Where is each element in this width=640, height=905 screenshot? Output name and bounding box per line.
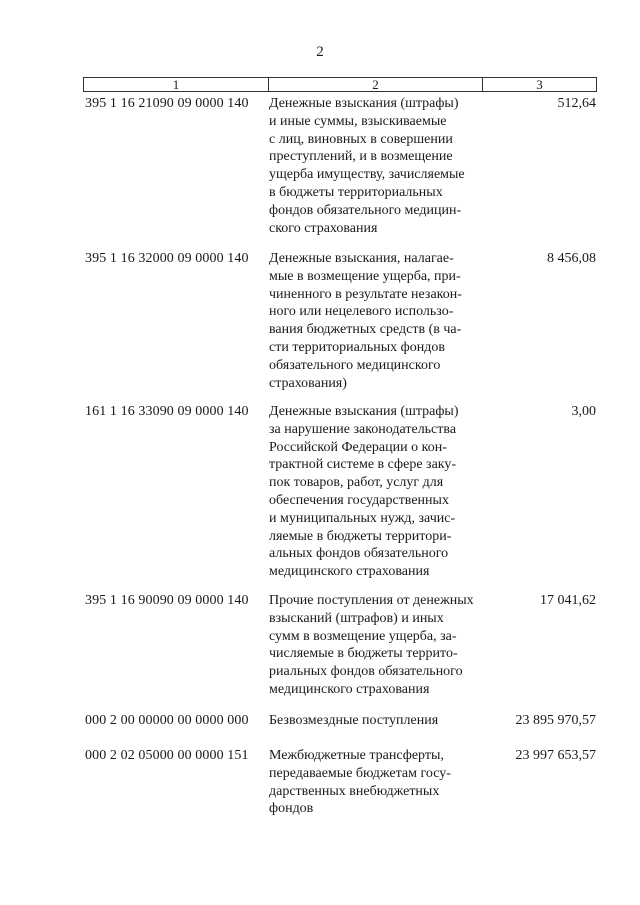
budget-code: 395 1 16 32000 09 0000 140 [85,251,249,266]
description-line: сти территориальных фондов [269,339,445,355]
header-col-2: 2 [269,78,483,91]
description-line: ского страхования [269,220,378,236]
description-line: фондов обязательного медицин- [269,202,462,218]
description-line: Российской Федерации о кон- [269,439,447,455]
description-line: за нарушение законодательства [269,421,457,437]
amount: 3,00 [571,404,596,419]
budget-code: 000 2 02 05000 00 0000 151 [85,748,249,763]
description-line: Безвозмездные поступления [269,713,439,728]
amount: 23 895 970,57 [515,713,596,728]
description-line: Межбюджетные трансферты, [269,748,444,763]
description-line: Денежные взыскания (штрафы) [269,404,459,419]
description-line: чиненного в результате незакон- [269,286,462,302]
description-line: и муниципальных нужд, зачис- [269,510,456,526]
amount: 8 456,08 [547,251,596,266]
description-line: дарственных внебюджетных [269,783,440,799]
table-header [83,77,597,92]
description-line: пок товаров, работ, услуг для [269,475,444,491]
income-description [269,592,489,699]
description-line: сумм в возмещение ущерба, за- [269,628,457,644]
page-number: 2 [316,44,324,60]
description-line: трактной системе в сфере заку- [269,457,457,473]
budget-code: 395 1 16 21090 09 0000 140 [85,96,249,111]
amount: 512,64 [557,96,596,111]
description-line: в бюджеты территориальных [269,184,443,200]
description-line: мые в возмещение ущерба, при- [269,268,461,284]
description-line: медицинского страхования [269,681,430,697]
description-line: Денежные взыскания (штрафы) [269,96,459,111]
description-line: обязательного медицинского [269,357,441,373]
amount: 17 041,62 [540,593,596,608]
description-line: ущерба имуществу, зачисляемые [269,167,465,183]
description-line: страхования) [269,375,347,391]
description-line: с лиц, виновных в совершении [269,131,453,147]
income-description [269,250,489,392]
description-line: вания бюджетных средств (в ча- [269,322,462,338]
description-line: риальных фондов обязательного [269,664,463,680]
header-col-3: 3 [536,77,543,92]
description-line: обеспечения государственных [269,492,449,508]
description-line: ного или нецелевого использо- [269,304,454,320]
income-description [269,747,489,818]
description-line: и иные суммы, взыскиваемые [269,113,447,129]
income-description [269,712,489,730]
description-line: альных фондов обязательного [269,546,449,562]
amount: 23 997 653,57 [515,748,596,763]
description-line: Денежные взыскания, налагае- [269,251,454,266]
description-line: взысканий (штрафов) и иных [269,610,444,626]
description-line: ляемые в бюджеты территори- [269,528,452,544]
budget-code: 000 2 00 00000 00 0000 000 [85,713,249,728]
budget-code: 161 1 16 33090 09 0000 140 [85,404,249,419]
income-description [269,403,489,581]
description-line: медицинского страхования [269,564,430,580]
budget-code: 395 1 16 90090 09 0000 140 [85,593,249,608]
description-line: Прочие поступления от денежных [269,593,474,608]
description-line: фондов [269,801,314,817]
description-line: числяемые в бюджеты террито- [269,646,458,662]
description-line: преступлений, и в возмещение [269,149,453,165]
income-description [269,95,489,237]
header-col-1: 1 [84,78,269,91]
description-line: передаваемые бюджетам госу- [269,765,451,781]
